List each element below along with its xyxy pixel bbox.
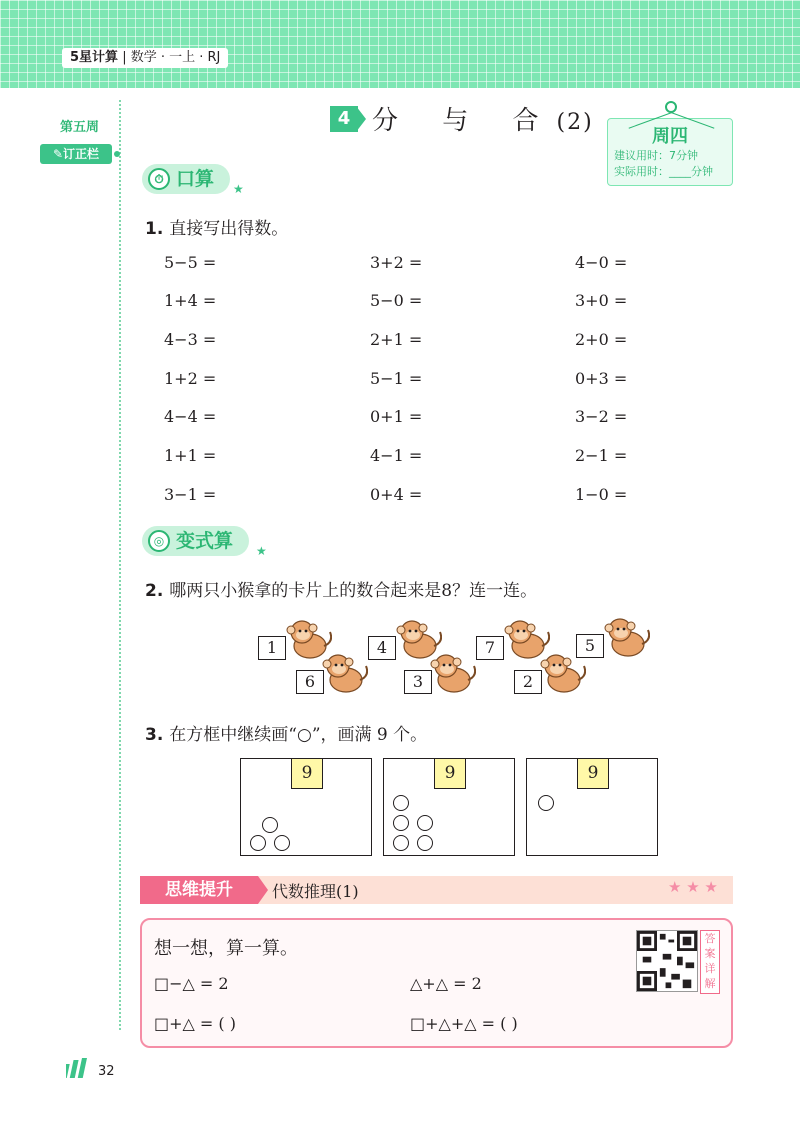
- correction-column-label: ✎订正栏: [40, 144, 112, 164]
- frame-target: 9: [434, 759, 466, 789]
- star-icon: ★: [233, 182, 244, 196]
- drawing-frame[interactable]: [383, 758, 515, 856]
- series-tag: 5星计算 | 数学 · 一上 · RJ: [62, 48, 228, 68]
- circle-mark: [262, 817, 278, 833]
- number-card[interactable]: 4: [368, 636, 396, 660]
- pencil-icon: ✎: [52, 147, 64, 161]
- answer-explanation-label[interactable]: 答案详解: [700, 930, 720, 994]
- thinking-line[interactable]: □+△+△ = ( ): [410, 1014, 518, 1033]
- week-label: 第五周: [60, 120, 100, 135]
- circle-mark: [393, 835, 409, 851]
- frame-target: 9: [291, 759, 323, 789]
- equation: 1+2 =: [164, 369, 217, 388]
- equation: 1−0 =: [575, 485, 628, 504]
- frame-target: 9: [577, 759, 609, 789]
- equation: 4−3 =: [164, 330, 217, 349]
- number-card[interactable]: 7: [476, 636, 504, 660]
- equation: 2+1 =: [370, 330, 423, 349]
- equation: 3+0 =: [575, 291, 628, 310]
- question-3: 3. 在方框中继续画“○”，画满 9 个。: [145, 725, 428, 745]
- number-card[interactable]: 3: [404, 670, 432, 694]
- equation: 5−0 =: [370, 291, 423, 310]
- equation: 3−2 =: [575, 407, 628, 426]
- stopwatch-icon: ⏱: [148, 168, 170, 190]
- thinking-line: □−△ = 2: [154, 974, 229, 993]
- circle-mark: [538, 795, 554, 811]
- drawing-frame[interactable]: [240, 758, 372, 856]
- equation: 2+0 =: [575, 330, 628, 349]
- thinking-line[interactable]: □+△ = ( ): [154, 1014, 236, 1033]
- equation: 1+4 =: [164, 291, 217, 310]
- thinking-line: △+△ = 2: [410, 974, 482, 993]
- equation: 4−0 =: [575, 253, 628, 272]
- equation: 4−1 =: [370, 446, 423, 465]
- equation: 0+3 =: [575, 369, 628, 388]
- equation: 4−4 =: [164, 407, 217, 426]
- schedule-day: 周四: [652, 126, 688, 147]
- number-card[interactable]: 2: [514, 670, 542, 694]
- chevron-icon: [356, 106, 366, 132]
- pin-icon: [665, 101, 677, 113]
- schedule-card: [607, 118, 733, 186]
- number-card[interactable]: 5: [576, 634, 604, 658]
- number-card[interactable]: 6: [296, 670, 324, 694]
- thinking-subtitle: 代数推理(1): [272, 882, 359, 901]
- equation: 3−1 =: [164, 485, 217, 504]
- actual-time: 实际用时：____分钟: [614, 165, 713, 178]
- margin-divider: [119, 100, 121, 1030]
- equation: 1+1 =: [164, 446, 217, 465]
- thinking-tag: 思维提升: [140, 876, 258, 904]
- top-band: [0, 0, 800, 88]
- suggested-time: 建议用时：7分钟: [614, 149, 698, 162]
- circle-mark: [393, 815, 409, 831]
- lesson-title: 分 与 合(2): [372, 106, 594, 136]
- circle-mark: [393, 795, 409, 811]
- equation: 5−5 =: [164, 253, 217, 272]
- equation: 0+4 =: [370, 485, 423, 504]
- circle-mark: [417, 815, 433, 831]
- target-icon: ◎: [148, 530, 170, 552]
- equation: 5−1 =: [370, 369, 423, 388]
- series-name: 5星计算: [70, 50, 119, 65]
- thinking-prompt: 想一想，算一算。: [154, 938, 298, 959]
- circle-mark: [417, 835, 433, 851]
- section-oral: ⏱ 口算: [142, 164, 230, 194]
- equation: 2−1 =: [575, 446, 628, 465]
- qr-code-icon[interactable]: [636, 930, 698, 992]
- dot-icon: [114, 151, 120, 157]
- circle-mark: [250, 835, 266, 851]
- subject-label: 数学 · 一上 · RJ: [130, 50, 221, 65]
- star-icon: ★: [256, 544, 267, 558]
- equation: 0+1 =: [370, 407, 423, 426]
- drawing-frame[interactable]: [526, 758, 658, 856]
- lesson-number: 4: [330, 106, 358, 132]
- circle-mark: [274, 835, 290, 851]
- equation: 3+2 =: [370, 253, 423, 272]
- publisher-logo-icon: [66, 1058, 92, 1078]
- question-1: 1. 直接写出得数。: [145, 219, 289, 239]
- difficulty-stars: ★ ★ ★: [668, 878, 718, 896]
- question-2: 2. 哪两只小猴拿的卡片上的数合起来是8？连一连。: [145, 581, 538, 601]
- section-variant: ◎ 变式算: [142, 526, 249, 556]
- number-card[interactable]: 1: [258, 636, 286, 660]
- page-number: 32: [98, 1064, 115, 1079]
